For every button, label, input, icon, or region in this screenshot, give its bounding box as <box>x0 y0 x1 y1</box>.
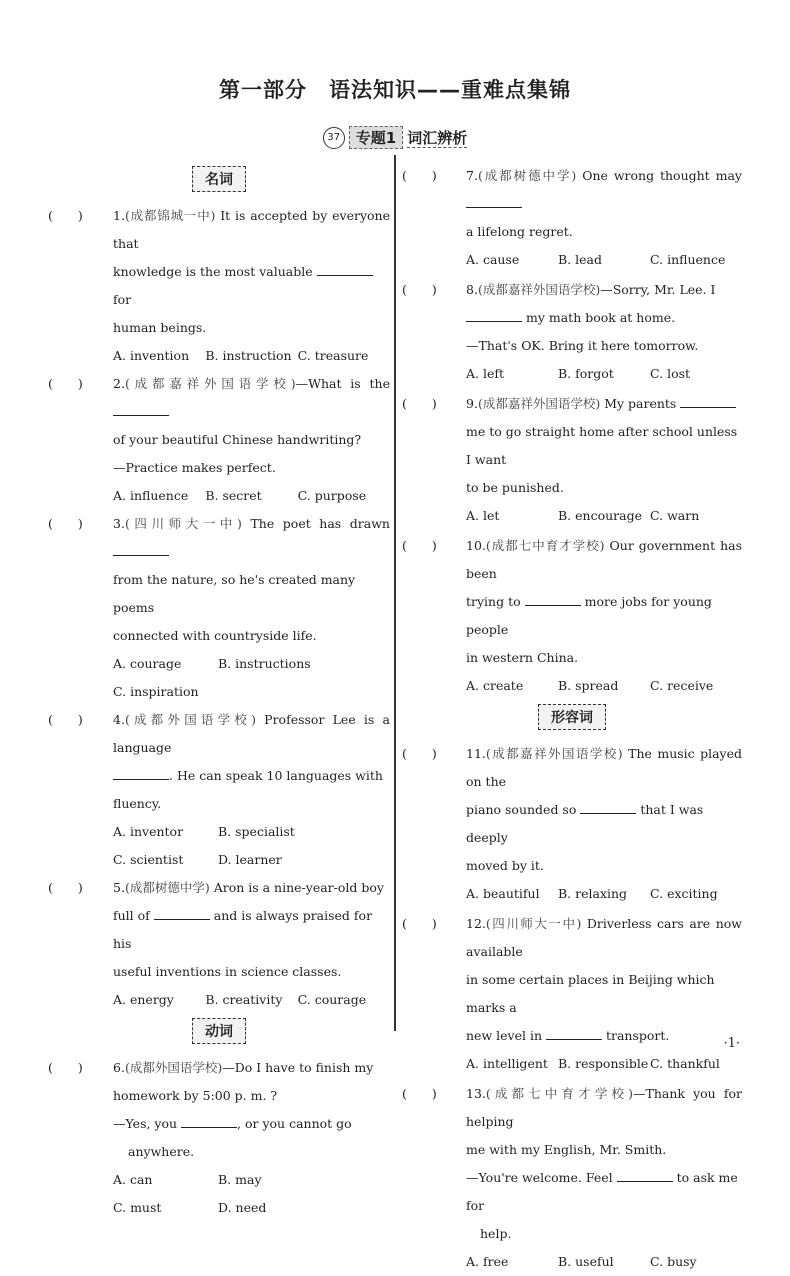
answer-blank[interactable] <box>580 801 636 814</box>
question-7: ( ) 7.(成都树德中学) One wrong thought may a lifelong regret. A. cause B. lead C. influence <box>402 162 742 274</box>
answer-paren[interactable]: ( ) <box>48 712 83 727</box>
question-4: ( ) 4.(成都外国语学校) Professor Lee is a language . He can speak 10 languages with fluency. A. inventor B. specialist C. scientist D. learner <box>48 706 390 874</box>
question-10: ( ) 10.(成都七中育才学校) Our government has been trying to more jobs for young people in western China. A. create B. spread C. receive <box>402 532 742 700</box>
answer-paren[interactable]: ( ) <box>402 282 437 297</box>
question-6: ( ) 6.(成都外国语学校)—Do I have to finish my homework by 5:00 p. m. ? —Yes, you , or you cannot go anywhere. A. can B. may C. must D. need <box>48 1054 390 1222</box>
question-11: ( ) 11.(成都嘉祥外国语学校) The music played on the piano sounded so that I was deeply moved by it. A. beautiful B. relaxing C. exciting <box>402 740 742 908</box>
topic-label: 专题1 <box>349 126 403 149</box>
answer-blank[interactable] <box>154 907 210 920</box>
answer-paren[interactable]: ( ) <box>48 208 83 223</box>
answer-paren[interactable]: ( ) <box>48 376 83 391</box>
left-column <box>48 162 390 1222</box>
section-adjective: 形容词 <box>402 704 742 730</box>
question-2: ( ) 2.(成都嘉祥外国语学校)—What is the of your beautiful Chinese handwriting? —Practice makes perfect. A. influence B. secret C. purpose <box>48 370 390 510</box>
question-8: ( ) 8.(成都嘉祥外国语学校)—Sorry, Mr. Lee. I my math book at home. —That's OK. Bring it here tomorrow. A. left B. forgot C. lost <box>402 276 742 388</box>
answer-blank[interactable] <box>617 1169 673 1182</box>
section-verb: 动词 <box>48 1018 390 1044</box>
answer-paren[interactable]: ( ) <box>48 516 83 531</box>
answer-paren[interactable]: ( ) <box>48 1060 83 1075</box>
right-column <box>402 162 742 1276</box>
column-divider <box>394 155 396 1031</box>
answer-blank[interactable] <box>113 403 169 416</box>
answer-blank[interactable] <box>466 195 522 208</box>
topic-name: 词汇辨析 <box>407 129 468 147</box>
page-title: 第一部分 语法知识——重难点集锦 <box>219 78 571 102</box>
answer-blank[interactable] <box>113 543 169 556</box>
topic-heading <box>0 126 790 149</box>
answer-paren[interactable]: ( ) <box>402 168 437 183</box>
answer-blank[interactable] <box>113 767 169 780</box>
section-noun: 名词 <box>48 166 390 192</box>
answer-blank[interactable] <box>525 593 581 606</box>
question-1: ( ) 1.(成都锦城一中) It is accepted by everyone that knowledge is the most valuable for human beings. A. invention B. instruction C. treasure <box>48 202 390 370</box>
question-12: ( ) 12.(四川师大一中) Driverless cars are now available in some certain places in Beijing which marks a new level in transport. A. intelligent B. responsible C. thankful <box>402 910 742 1078</box>
answer-paren[interactable]: ( ) <box>402 746 437 761</box>
question-3: ( ) 3.(四川师大一中) The poet has drawn from the nature, so he's created many poems connected with countryside life. A. courage B. instructions C. inspiration <box>48 510 390 706</box>
answer-paren[interactable]: ( ) <box>402 396 437 411</box>
answer-paren[interactable]: ( ) <box>402 1086 437 1101</box>
answer-blank[interactable] <box>466 309 522 322</box>
answer-blank[interactable] <box>317 263 373 276</box>
question-9: ( ) 9.(成都嘉祥外国语学校) My parents me to go straight home after school unless I want to be punished. A. let B. encourage C. warn <box>402 390 742 530</box>
answer-paren[interactable]: ( ) <box>48 880 83 895</box>
topic-number-badge: 37 <box>323 127 345 149</box>
answer-blank[interactable] <box>680 395 736 408</box>
question-13: ( ) 13.(成都七中育才学校)—Thank you for helping me with my English, Mr. Smith. —You're welcome. Feel to ask me for help. A. free B. useful C. busy <box>402 1080 742 1276</box>
page-number: ·1· <box>723 1036 740 1051</box>
answer-paren[interactable]: ( ) <box>402 538 437 553</box>
answer-blank[interactable] <box>181 1115 237 1128</box>
answer-paren[interactable]: ( ) <box>402 916 437 931</box>
answer-blank[interactable] <box>546 1027 602 1040</box>
question-5: ( ) 5.(成都树德中学) Aron is a nine-year-old boy full of and is always praised for his useful inventions in science classes. A. energy B. creativity C. courage <box>48 874 390 1014</box>
